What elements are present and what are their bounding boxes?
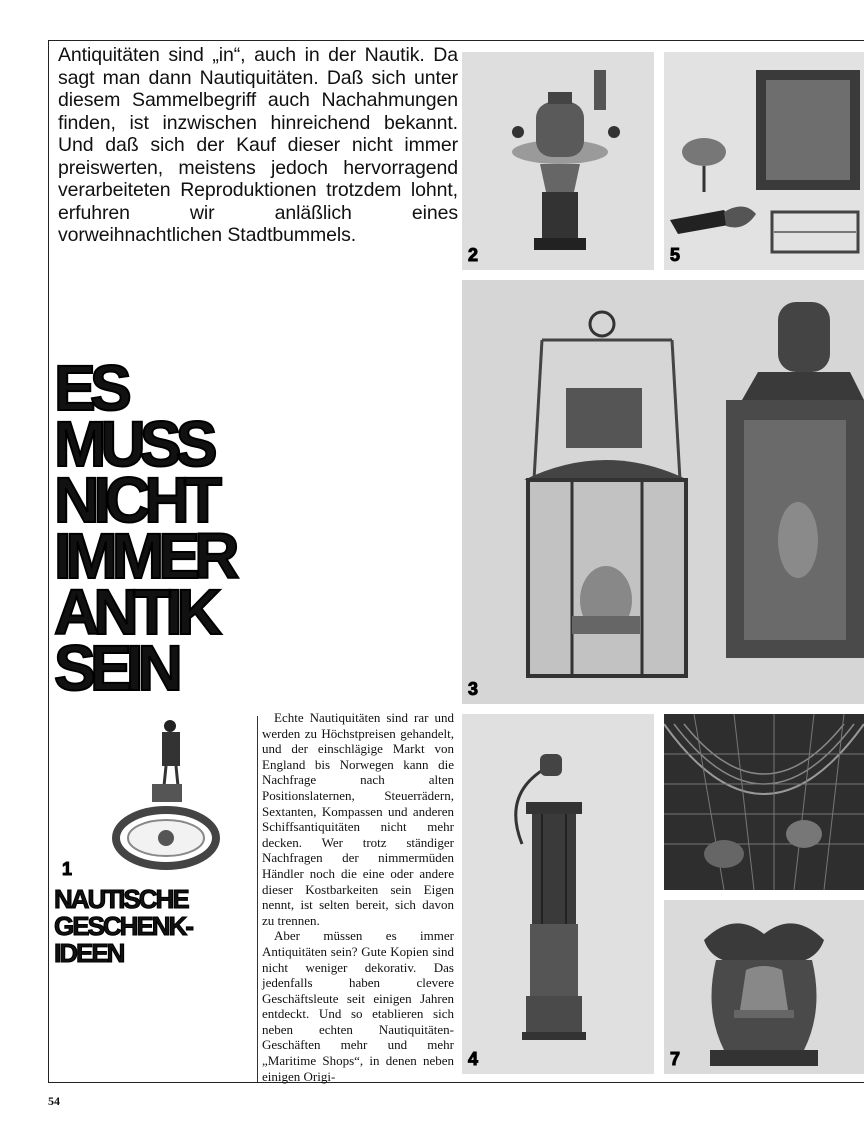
photo-2-lamp-illustration [462, 52, 654, 270]
subtitle [54, 886, 192, 967]
photo-4 [462, 714, 654, 1074]
body-column [262, 710, 454, 1084]
photo-3-lanterns-illustration [462, 280, 864, 704]
headline-line-1: ES [54, 352, 126, 424]
photo-number-5: 5 [670, 245, 681, 265]
photo-6 [664, 714, 864, 890]
left-rule [48, 40, 49, 1083]
photo-1-porthole-illustration [54, 714, 250, 882]
bottom-rule [48, 1082, 864, 1083]
headline-line-4: IMMER [54, 520, 234, 592]
photo-6-net-illustration [664, 714, 864, 890]
intro-paragraph: Antiquitäten sind „in“, auch in der Nautik. Da sagt man dann Nautiquitäten. Daß sich unter diesem Sammelbegriff auch Nachahmungen finden, ist inzwischen hinreichend bekannt. Und daß sich der Kauf dieser nicht immer preiswerten, meistens jedoch hervorragend verarbeiteten Reproduktionen trotzdem lohnt, erfuhren wir anläßlich eines vorweihnachtlichen Stadtbummels. [58, 44, 458, 246]
photo-2 [462, 52, 654, 270]
photo-4-miner-lamp-illustration [462, 714, 654, 1074]
photo-5-fixtures-illustration [664, 52, 864, 270]
photo-1 [54, 714, 250, 882]
photo-number-3: 3 [468, 679, 479, 699]
column-rule [257, 716, 258, 1082]
headline-line-6: SEIN [54, 632, 177, 704]
photo-number-7: 7 [670, 1049, 681, 1069]
subtitle-line-3: IDEEN [54, 938, 124, 968]
photo-7-bell-illustration [664, 900, 864, 1074]
photo-number-2: 2 [468, 245, 479, 265]
subtitle-line-1: NAUTISCHE [54, 884, 188, 914]
top-rule [48, 40, 864, 41]
photo-number-4: 4 [468, 1049, 479, 1069]
photo-number-1: 1 [62, 859, 73, 879]
subtitle-line-2: GESCHENK- [54, 911, 193, 941]
page-number: 54 [48, 1094, 60, 1108]
body-paragraph-1: Echte Nautiquitäten sind rar und werden zu Höchstpreisen gehandelt, und der einschlägige Markt von England bis Norwegen kann die Nachfrage nach alten Positionslaternen, Steuerrädern, Sextanten, Kompassen und anderen Schiffsantiquitäten nicht mehr decken. Wer trotz ständiger Nachfragen der nimmermüden Händler noch die eine oder andere dieser Kostbarkeiten sein Eigen nennt, ist selten bereit, sich davon zu trennen. [262, 710, 454, 928]
photo-3 [462, 280, 864, 704]
headline-line-2: MUSS [54, 408, 212, 480]
body-paragraph-2: Aber müssen es immer Antiquitäten sein? Gute Kopien sind nicht weniger dekorativ. Das jedenfalls haben clevere Geschäftsleute seit einigen Jahren entdeckt. Und so etablieren sich neben echten Nautiquitäten-Geschäften mehr und mehr „Maritime Shops“, in denen neben einigen Origi- [262, 928, 454, 1084]
photo-7 [664, 900, 864, 1074]
headline-line-5: ANTIK [54, 576, 217, 648]
headline-line-3: NICHT [54, 464, 217, 536]
photo-5 [664, 52, 864, 270]
headline [54, 352, 234, 704]
